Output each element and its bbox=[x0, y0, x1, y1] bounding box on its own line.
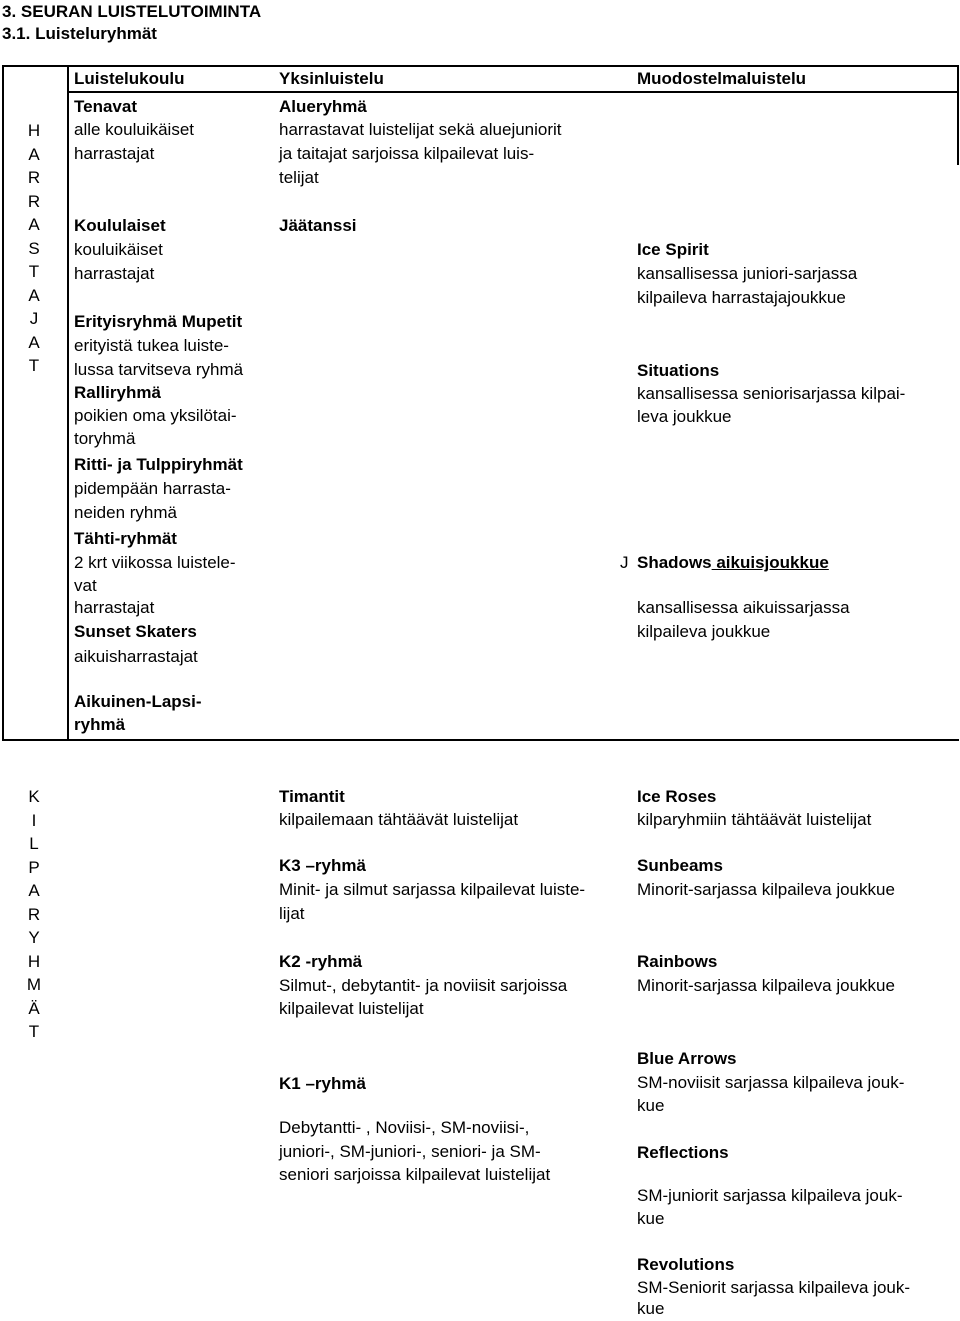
group-desc: lussa tarvitseva ryhmä bbox=[74, 360, 244, 379]
group-col-divider bbox=[67, 65, 69, 740]
side-letter: R bbox=[27, 191, 41, 211]
team-name-reflections: Reflections bbox=[637, 1143, 729, 1162]
group-desc: 2 krt viikossa luistele- bbox=[74, 553, 236, 572]
group-name-tahti: Tähti-ryhmät bbox=[74, 529, 177, 548]
side-letter: L bbox=[29, 834, 39, 853]
group-desc: ja taitajat sarjoissa kilpailevat luis- bbox=[279, 144, 535, 163]
subsection-heading: 3.1. Luisteluryhmät bbox=[2, 24, 157, 43]
column-header-luistelukoulu: Luistelukoulu bbox=[74, 69, 185, 88]
section-divider bbox=[2, 739, 959, 741]
side-letter: A bbox=[28, 285, 40, 305]
group-desc: telijat bbox=[279, 168, 319, 187]
group-desc: poikien oma yksilötai- bbox=[74, 406, 237, 425]
team-name-shadows-rest: aikuisjoukkue bbox=[711, 553, 829, 572]
side-letter: T bbox=[28, 1022, 40, 1041]
team-desc: leva joukkue bbox=[637, 407, 732, 426]
side-letter: M bbox=[26, 975, 42, 994]
group-name-mupetit: Erityisryhmä Mupetit bbox=[74, 312, 243, 331]
group-desc: harrastavat luistelijat sekä aluejuniorit bbox=[279, 120, 562, 139]
group-name-jaatanssi: Jäätanssi bbox=[279, 216, 357, 235]
group-name-sunset-skaters: Sunset Skaters bbox=[74, 622, 197, 641]
side-letter: S bbox=[28, 238, 40, 258]
group-name-aikuinen-lapsi: Aikuinen-Lapsi- bbox=[74, 692, 202, 711]
group-name-koululaiset: Koululaiset bbox=[74, 216, 166, 235]
column-header-muodostelmaluistelu: Muodostelmaluistelu bbox=[637, 69, 807, 88]
group-desc: harrastajat bbox=[74, 144, 155, 163]
team-desc: kilparyhmiin tähtäävät luistelijat bbox=[637, 810, 872, 829]
side-letter: A bbox=[28, 215, 40, 234]
group-desc: alle kouluikäiset bbox=[74, 120, 195, 139]
side-letter: A bbox=[28, 332, 40, 352]
section-heading: 3. SEURAN LUISTELUTOIMINTA bbox=[2, 2, 262, 21]
team-desc: kansallisessa aikuissarjassa bbox=[637, 598, 850, 617]
team-desc: kue bbox=[637, 1096, 665, 1115]
group-desc: kilpailevat luistelijat bbox=[279, 999, 424, 1018]
group-name-ritti-tulppi: Ritti- ja Tulppiryhmät bbox=[74, 455, 243, 474]
group-desc: seniori sarjoissa kilpailevat luistelijat bbox=[279, 1165, 551, 1184]
group-name-k3: K3 –ryhmä bbox=[279, 856, 366, 875]
group-name-k1: K1 –ryhmä bbox=[279, 1074, 366, 1093]
team-name-rainbows: Rainbows bbox=[637, 952, 718, 971]
team-desc: kilpaileva harrastajajoukkue bbox=[637, 288, 846, 307]
side-letter: Y bbox=[28, 928, 40, 947]
team-desc: SM-noviisit sarjassa kilpaileva jouk- bbox=[637, 1073, 905, 1092]
header-divider bbox=[67, 91, 959, 93]
group-desc: harrastajat bbox=[74, 264, 155, 283]
side-letter: K bbox=[28, 787, 40, 806]
column-header-yksinluistelu: Yksinluistelu bbox=[279, 69, 384, 88]
kilparyhmat-side-label bbox=[24, 785, 44, 1044]
side-letter: Ä bbox=[28, 998, 40, 1018]
group-desc: Minit- ja silmut sarjassa kilpailevat luiste- bbox=[279, 880, 586, 899]
side-letter: T bbox=[28, 356, 40, 375]
group-name-ralliryhma: Ralliryhmä bbox=[74, 383, 161, 402]
team-desc: kilpaileva joukkue bbox=[637, 622, 771, 641]
table-left-border bbox=[2, 65, 4, 740]
side-letter: H bbox=[27, 121, 41, 140]
side-letter: J bbox=[29, 309, 39, 328]
group-name-timantit: Timantit bbox=[279, 787, 345, 806]
team-name-ice-roses: Ice Roses bbox=[637, 787, 717, 806]
group-name-k2: K2 -ryhmä bbox=[279, 952, 363, 971]
group-desc: kouluikäiset bbox=[74, 240, 163, 259]
team-name-blue-arrows: Blue Arrows bbox=[637, 1049, 737, 1068]
team-desc: kue bbox=[637, 1299, 665, 1318]
team-name-shadows-main: Shadows bbox=[637, 553, 712, 572]
group-desc: Debytantti- , Noviisi-, SM-noviisi-, bbox=[279, 1118, 530, 1137]
team-desc: SM-juniorit sarjassa kilpaileva jouk- bbox=[637, 1186, 903, 1205]
side-letter: A bbox=[28, 881, 40, 900]
side-letter: R bbox=[27, 904, 41, 924]
group-desc: Silmut-, debytantit- ja noviisit sarjoissa bbox=[279, 976, 568, 995]
side-letter: P bbox=[28, 857, 40, 877]
side-letter: T bbox=[28, 262, 40, 281]
team-name-situations: Situations bbox=[637, 361, 720, 380]
group-name-alueryhma: Alueryhmä bbox=[279, 97, 367, 116]
group-desc: kilpailemaan tähtäävät luistelijat bbox=[279, 810, 519, 829]
group-desc: lijat bbox=[279, 904, 305, 923]
group-desc: aikuisharrastajat bbox=[74, 647, 198, 666]
team-desc: kansallisessa juniori-sarjassa bbox=[637, 264, 858, 283]
group-desc: harrastajat bbox=[74, 598, 155, 617]
team-name-revolutions: Revolutions bbox=[637, 1255, 735, 1274]
side-letter: H bbox=[27, 951, 41, 971]
group-desc: toryhmä bbox=[74, 429, 136, 448]
side-letter: A bbox=[28, 144, 40, 164]
side-letter: I bbox=[31, 810, 37, 830]
group-desc: pidempään harrasta- bbox=[74, 479, 231, 498]
group-name-tenavat: Tenavat bbox=[74, 97, 137, 116]
team-desc: Minorit-sarjassa kilpaileva joukkue bbox=[637, 976, 895, 995]
team-name-ice-spirit: Ice Spirit bbox=[637, 240, 709, 259]
team-name-sunbeams: Sunbeams bbox=[637, 856, 723, 875]
team-desc: kue bbox=[637, 1209, 665, 1228]
group-desc: erityistä tukea luiste- bbox=[74, 336, 229, 355]
team-desc: SM-Seniorit sarjassa kilpaileva jouk- bbox=[637, 1278, 911, 1297]
team-prefix: J bbox=[620, 553, 629, 572]
team-desc: kansallisessa seniorisarjassa kilpai- bbox=[637, 384, 906, 403]
team-name-shadows bbox=[637, 551, 829, 574]
team-desc: Minorit-sarjassa kilpaileva joukkue bbox=[637, 880, 895, 899]
table-right-border bbox=[957, 65, 959, 165]
group-desc: neiden ryhmä bbox=[74, 503, 178, 522]
group-name-aikuinen-lapsi-cont: ryhmä bbox=[74, 715, 126, 734]
harrastajat-side-label bbox=[24, 119, 44, 378]
group-desc: vat bbox=[74, 576, 97, 595]
side-letter: R bbox=[27, 168, 41, 187]
group-desc: juniori-, SM-juniori-, seniori- ja SM- bbox=[279, 1142, 541, 1161]
